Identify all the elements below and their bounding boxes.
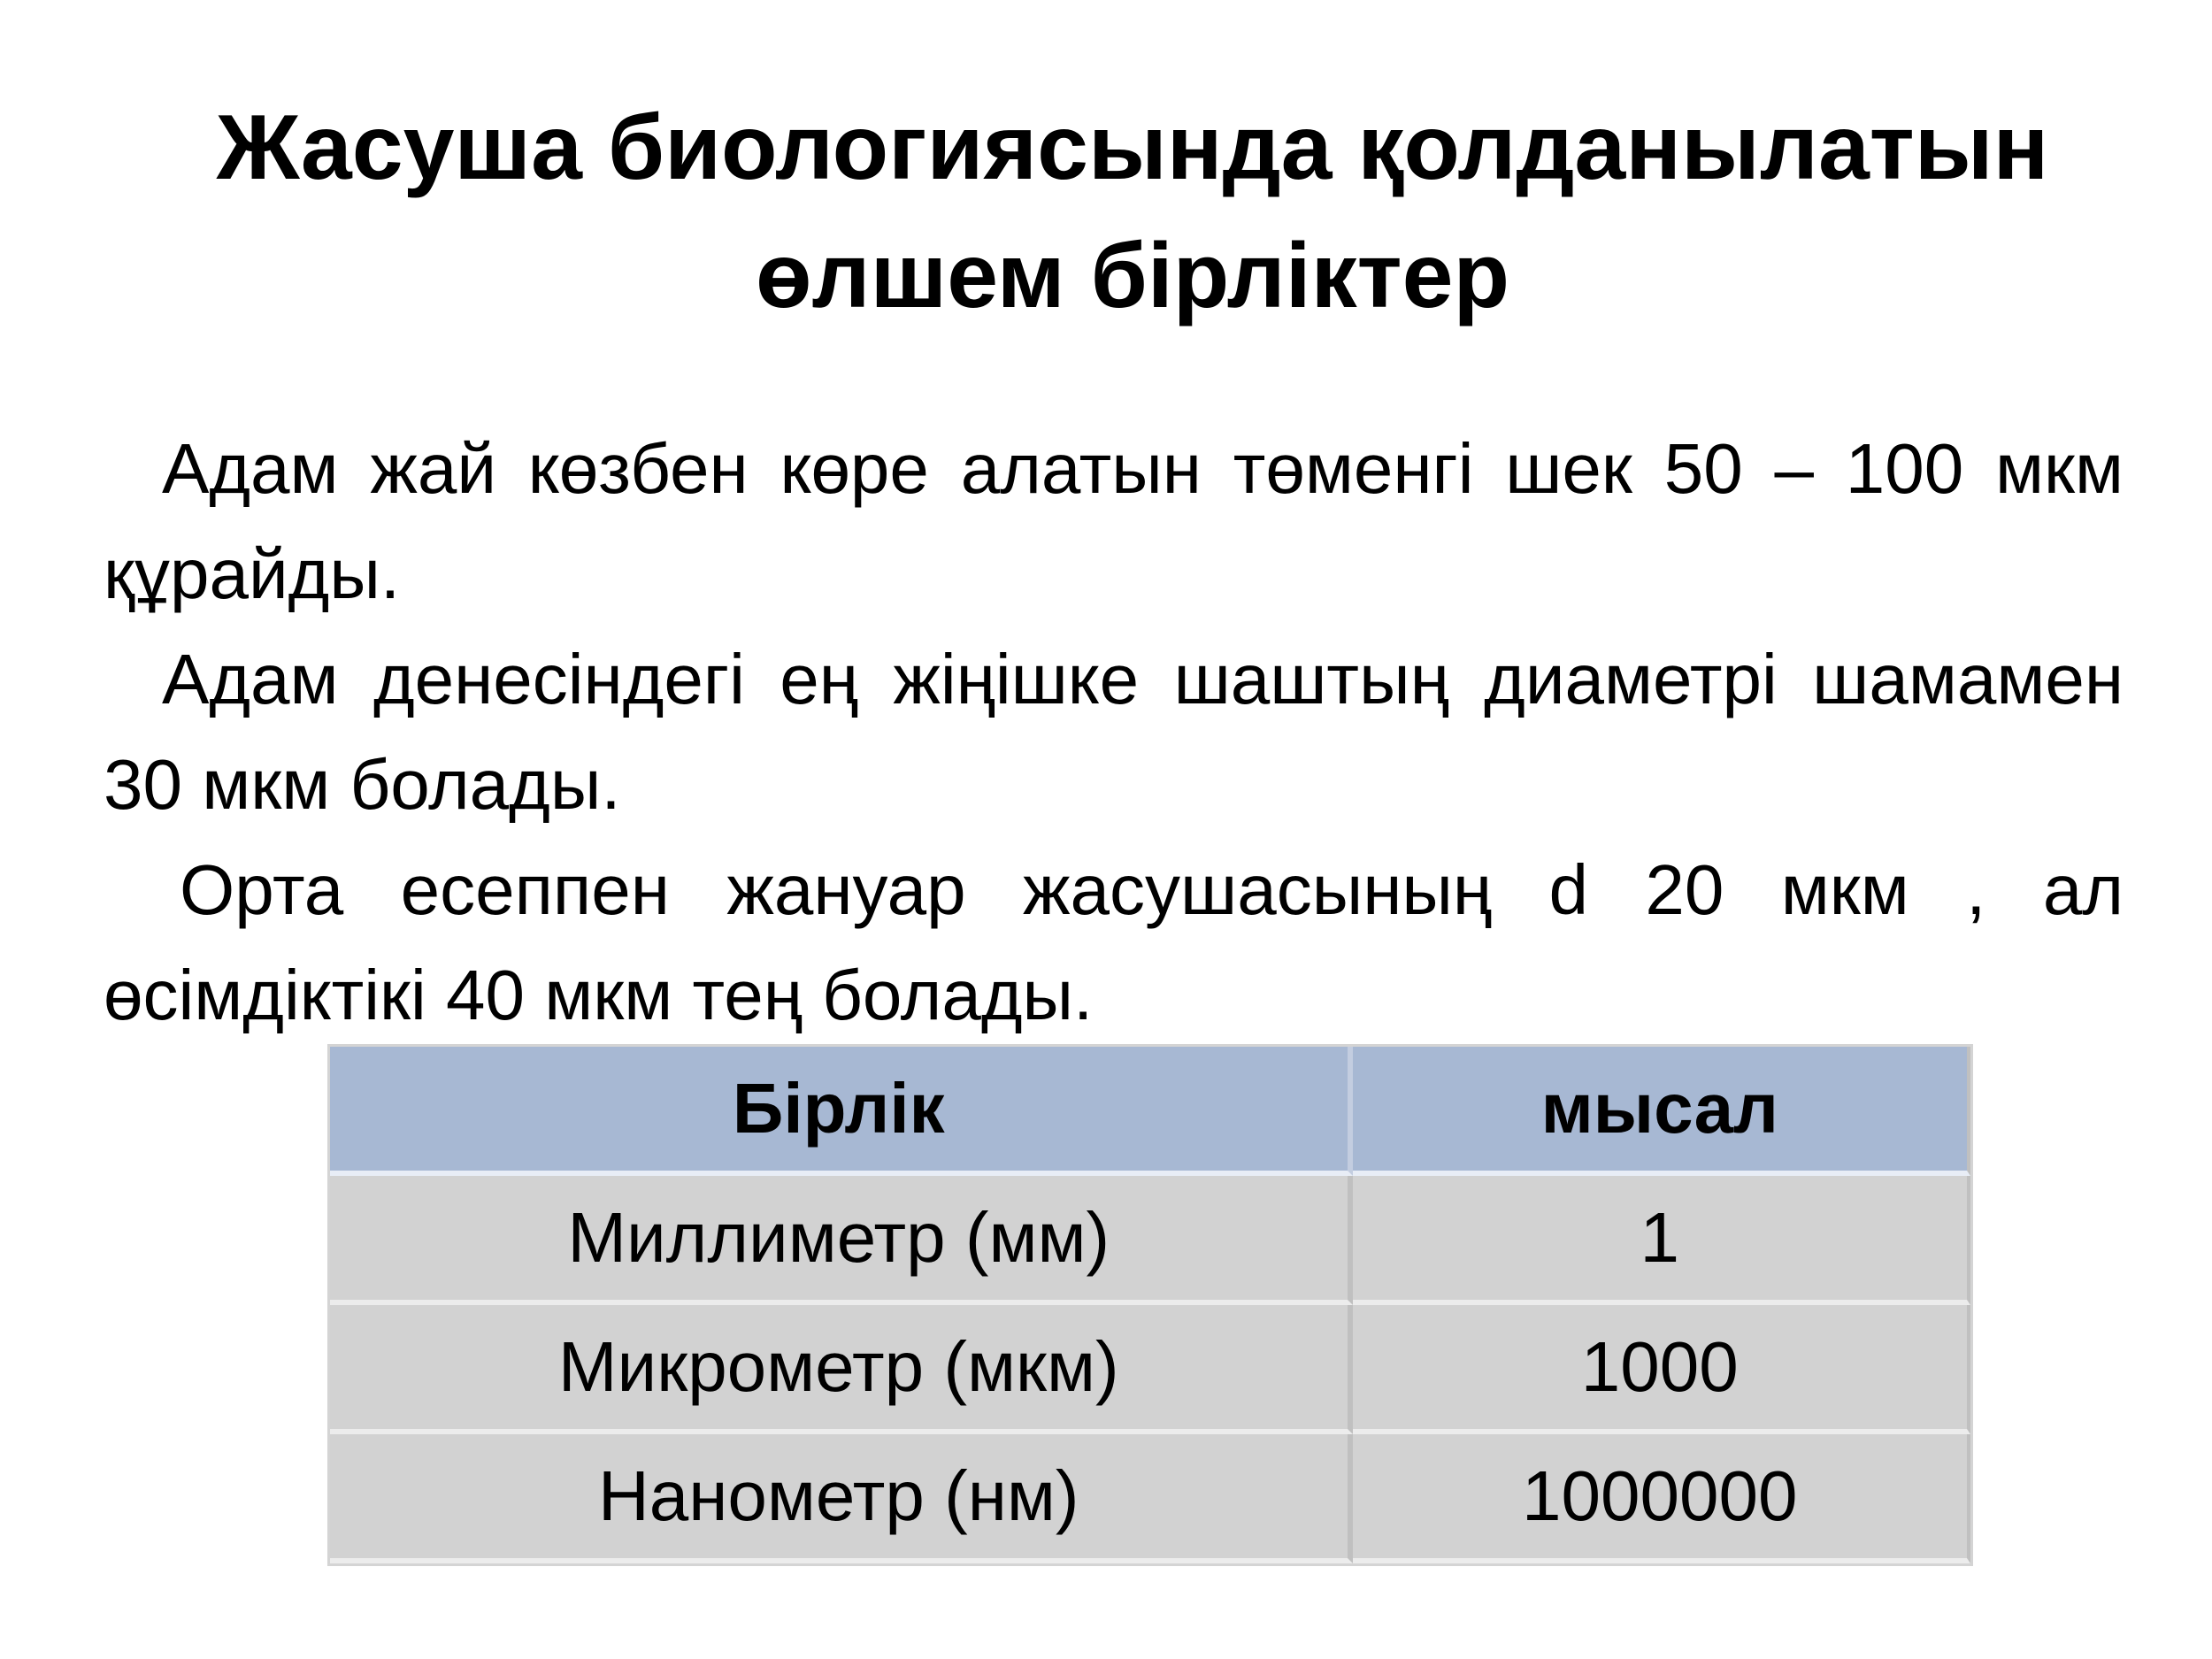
paragraph-cell-size: Орта есеппен жануар жасушасының d 20 мкм , ал өсімдіктікі 40 мкм тең болады. bbox=[104, 850, 2124, 1034]
title-line-1: Жасуша биологиясында қолданылатын bbox=[216, 96, 2049, 199]
title-line-2: өлшем бірліктер bbox=[756, 225, 1509, 327]
cell-unit: Миллиметр (мм) bbox=[330, 1176, 1353, 1305]
table-row bbox=[330, 1176, 1970, 1305]
slide-title bbox=[88, 84, 2177, 341]
table-row bbox=[330, 1305, 1970, 1434]
units-table bbox=[327, 1044, 1973, 1566]
header-unit: Бірлік bbox=[330, 1047, 1353, 1176]
paragraph-eye-limit: Адам жай көзбен көре алатын төменгі шек 50 – 100 мкм құрайды. bbox=[104, 429, 2124, 613]
cell-example: 1000 bbox=[1353, 1305, 1970, 1434]
header-example: мысал bbox=[1353, 1047, 1970, 1176]
table-row bbox=[330, 1434, 1970, 1563]
cell-unit: Микрометр (мкм) bbox=[330, 1305, 1353, 1434]
paragraph-hair-diameter: Адам денесіндегі ең жіңішке шаштың диаметрі шамамен 30 мкм болады. bbox=[104, 640, 2124, 824]
cell-example: 1 bbox=[1353, 1176, 1970, 1305]
table-header-row bbox=[330, 1047, 1970, 1176]
body-text bbox=[104, 416, 2124, 1048]
cell-example: 1000000 bbox=[1353, 1434, 1970, 1563]
cell-unit: Нанометр (нм) bbox=[330, 1434, 1353, 1563]
